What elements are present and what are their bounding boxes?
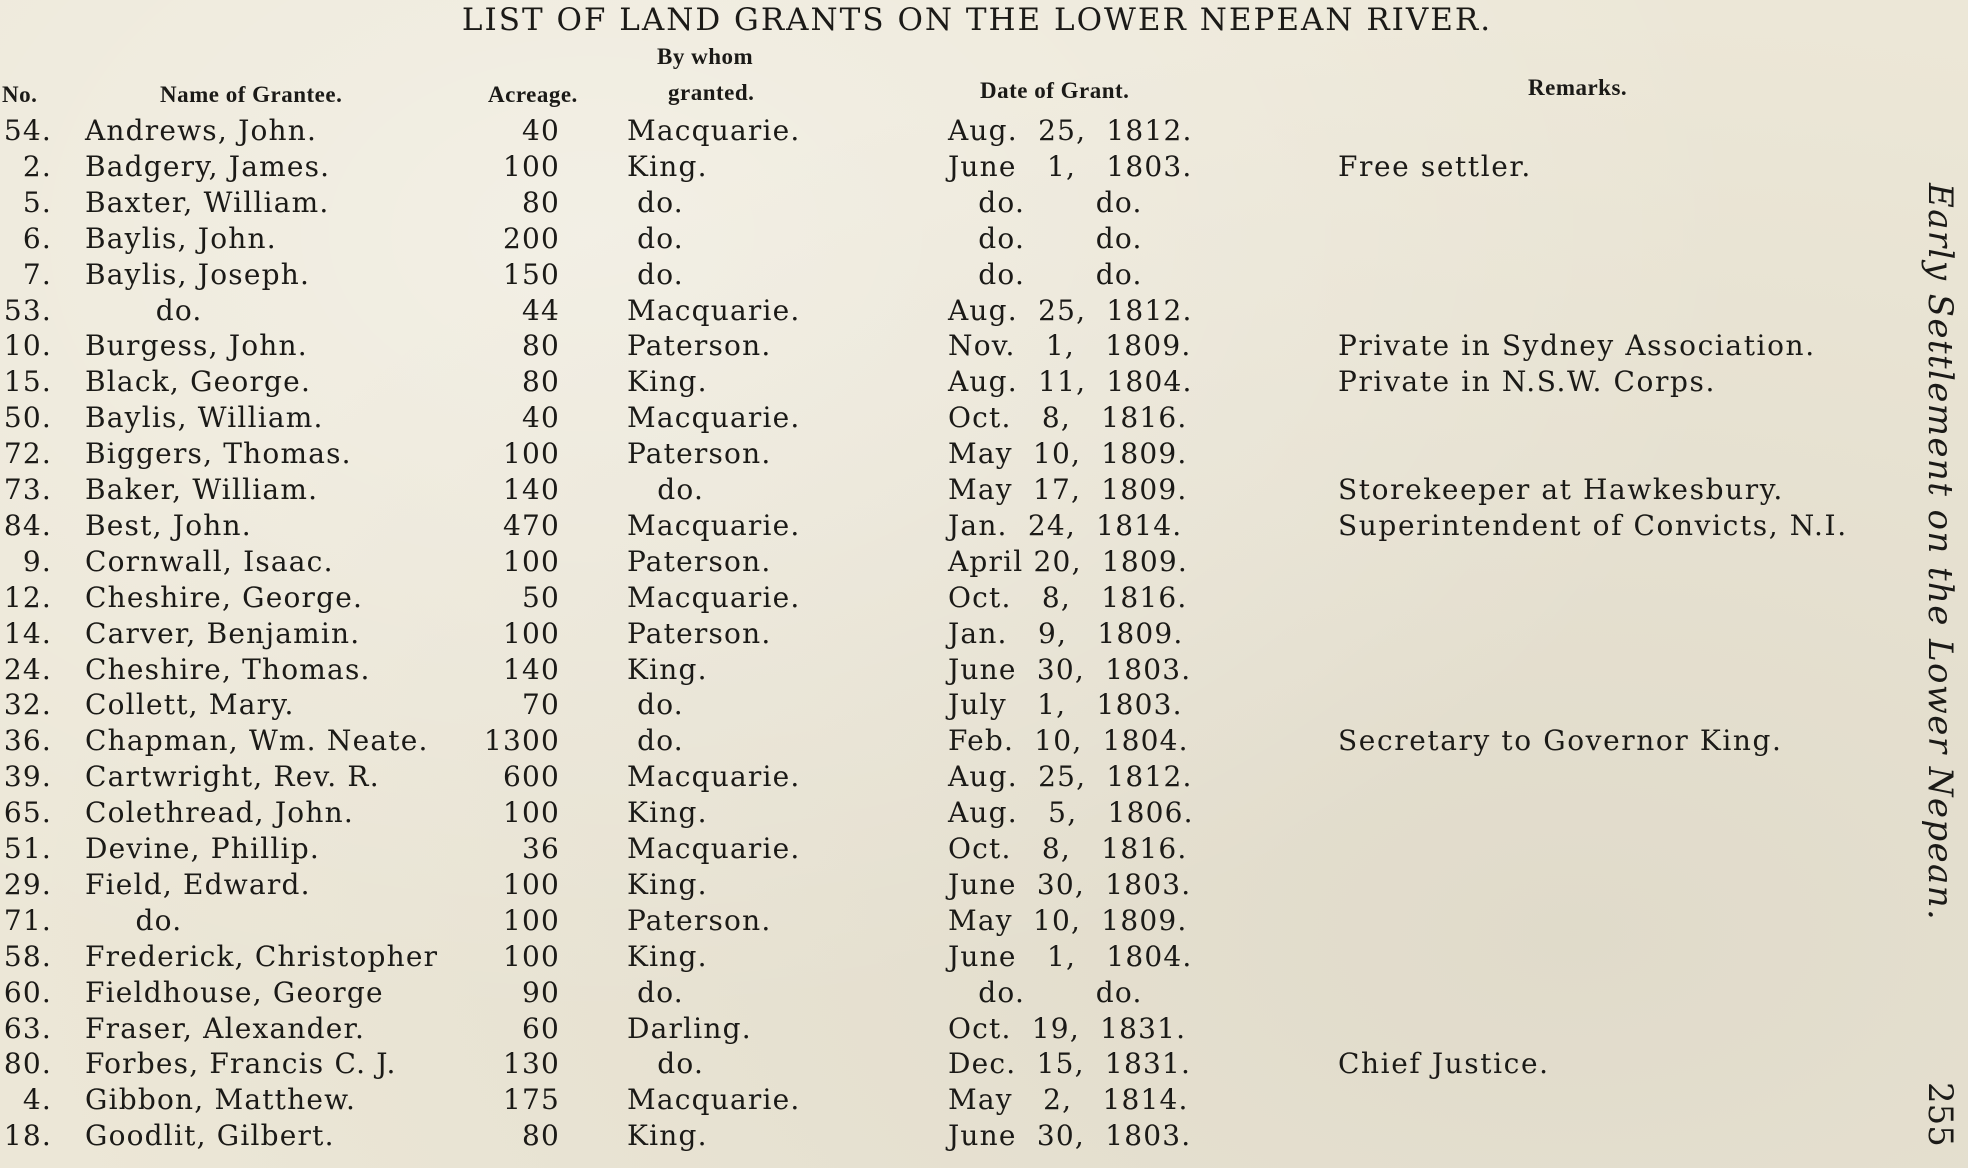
grantee-name: Cheshire, George. (85, 580, 364, 614)
grantee-name: Burgess, John. (85, 329, 308, 363)
grant-date: do. do. (948, 257, 1143, 291)
table-row (0, 329, 1900, 365)
grantee-name: Black, George. (85, 365, 312, 399)
granted-by: do. (627, 1047, 705, 1081)
granted-by: Paterson. (627, 616, 772, 650)
grant-date: Jan. 24, 1814. (948, 508, 1183, 542)
granted-by: Macquarie. (627, 760, 801, 794)
grantee-name: Collett, Mary. (85, 688, 295, 722)
table-row (0, 401, 1900, 437)
remarks-text: Storekeeper at Hawkesbury. (1338, 473, 1784, 506)
granted-by: do. (627, 473, 705, 506)
grant-date: Jan. 9, 1809. (948, 616, 1184, 650)
table-row (0, 545, 1900, 581)
table-row (0, 509, 1900, 545)
grant-date: June 30, 1803. (948, 867, 1192, 901)
remarks-text: Secretary to Governor King. (1338, 724, 1783, 758)
granted-by: Macquarie. (627, 401, 801, 435)
grantee-name: Carver, Benjamin. (85, 616, 361, 650)
grantee-name: Baker, William. (85, 473, 319, 506)
acreage-value: 36 (521, 832, 560, 865)
table-row (0, 365, 1900, 401)
granted-by: do. (627, 221, 684, 255)
acreage-value: 60 (521, 1011, 560, 1045)
grant-date: do. do. (948, 975, 1143, 1009)
header-date: Date of Grant. (980, 78, 1130, 103)
granted-by: Paterson. (627, 544, 772, 578)
grantee-name: Fieldhouse, George (85, 975, 384, 1009)
table-row (0, 1012, 1900, 1048)
grantee-name: Frederick, Christopher (85, 939, 439, 973)
acreage-value: 70 (521, 688, 560, 722)
table-row (0, 724, 1900, 760)
granted-by: do. (627, 975, 684, 1009)
grant-number: 65. (3, 796, 52, 830)
grant-number: 54. (3, 114, 52, 147)
table-row (0, 904, 1900, 940)
header-acreage: Acreage. (488, 82, 578, 107)
grant-number: 29. (3, 867, 52, 901)
acreage-value: 44 (521, 293, 560, 327)
grant-number: 53. (3, 293, 52, 327)
grantee-name: Best, John. (85, 508, 252, 542)
acreage-value: 200 (502, 221, 560, 255)
grant-number: 73. (3, 473, 52, 506)
grantee-name: Baylis, William. (85, 401, 324, 435)
remarks-text: Chief Justice. (1338, 1047, 1550, 1081)
acreage-value: 100 (502, 544, 560, 578)
grantee-name: Forbes, Francis C. J. (85, 1047, 397, 1081)
grantee-name: Baylis, John. (85, 221, 277, 255)
grant-date: Aug. 11, 1804. (948, 365, 1193, 399)
acreage-value: 100 (502, 939, 560, 973)
grantee-name: Field, Edward. (85, 867, 311, 901)
grant-number: 36. (3, 724, 52, 758)
grant-number: 60. (3, 975, 52, 1009)
grant-date: June 30, 1803. (948, 652, 1192, 686)
grantee-name: Cornwall, Isaac. (85, 544, 334, 578)
table-row (0, 1083, 1900, 1119)
grant-date: May 10, 1809. (948, 903, 1188, 937)
grantee-name: Andrews, John. (85, 114, 318, 147)
grantee-name: Badgery, James. (85, 149, 331, 183)
grant-number: 15. (3, 365, 52, 399)
grant-number: 7. (22, 257, 52, 291)
acreage-value: 140 (502, 652, 560, 686)
grant-number: 24. (3, 652, 52, 686)
granted-by: do. (627, 185, 684, 219)
grant-number: 12. (3, 580, 52, 614)
grant-date: Oct. 8, 1816. (948, 580, 1188, 614)
remarks-text: Private in Sydney Association. (1338, 329, 1816, 363)
grant-date: Oct. 8, 1816. (948, 401, 1188, 435)
grantee-name: Biggers, Thomas. (85, 437, 352, 471)
acreage-value: 40 (521, 114, 560, 147)
table-row (0, 868, 1900, 904)
grantee-name: Chapman, Wm. Neate. (85, 724, 429, 758)
table-row (0, 581, 1900, 617)
table-row (0, 114, 1900, 150)
granted-by: Darling. (627, 1011, 752, 1045)
granted-by: King. (627, 1119, 708, 1153)
grant-date: Feb. 10, 1804. (948, 724, 1189, 758)
grant-number: 6. (22, 221, 52, 255)
grant-number: 5. (22, 185, 52, 219)
grantee-name: Cartwright, Rev. R. (85, 760, 380, 794)
acreage-value: 150 (502, 257, 560, 291)
page-number: 255 (1920, 1082, 1960, 1147)
grant-date: May 2, 1814. (948, 1083, 1189, 1117)
table-row (0, 940, 1900, 976)
table-row (0, 222, 1900, 258)
table-row (0, 832, 1900, 868)
table-row (0, 437, 1900, 473)
acreage-value: 100 (502, 796, 560, 830)
grant-date: July 1, 1803. (948, 688, 1183, 722)
grant-number: 10. (3, 329, 52, 363)
grant-date: June 30, 1803. (948, 1119, 1192, 1153)
grantee-name: Goodlit, Gilbert. (85, 1119, 335, 1153)
grant-number: 32. (3, 688, 52, 722)
grant-date: May 10, 1809. (948, 437, 1188, 471)
grantee-name: do. (85, 903, 183, 937)
granted-by: do. (627, 724, 684, 758)
grant-date: do. do. (948, 221, 1143, 255)
granted-by: Macquarie. (627, 114, 801, 147)
grant-date: do. do. (948, 185, 1143, 219)
grantee-name: do. (85, 293, 203, 327)
acreage-value: 130 (502, 1047, 560, 1081)
granted-by: Paterson. (627, 329, 772, 363)
granted-by: Paterson. (627, 437, 772, 471)
grantee-name: Baxter, William. (85, 185, 330, 219)
acreage-value: 100 (502, 149, 560, 183)
grant-date: Aug. 25, 1812. (948, 293, 1193, 327)
page-title: LIST OF LAND GRANTS ON THE LOWER NEPEAN RIVER. (461, 2, 1493, 38)
table-row (0, 617, 1900, 653)
table-row (0, 1119, 1900, 1155)
acreage-value: 100 (502, 867, 560, 901)
acreage-value: 175 (502, 1083, 560, 1117)
acreage-value: 100 (502, 903, 560, 937)
grant-date: June 1, 1803. (948, 149, 1193, 183)
header-by-whom: By whom (657, 44, 754, 69)
header-remarks: Remarks. (1528, 75, 1628, 100)
granted-by: King. (627, 149, 708, 183)
table-row (0, 760, 1900, 796)
table-row (0, 976, 1900, 1012)
grant-number: 71. (3, 903, 52, 937)
grantee-name: Devine, Phillip. (85, 832, 320, 865)
table-row (0, 796, 1900, 832)
granted-by: Macquarie. (627, 508, 801, 542)
header-no: No. (2, 82, 38, 107)
table-row (0, 473, 1900, 509)
grant-number: 80. (3, 1047, 52, 1081)
granted-by: Macquarie. (627, 293, 801, 327)
grant-number: 63. (3, 1011, 52, 1045)
grantee-name: Gibbon, Matthew. (85, 1083, 357, 1117)
grant-date: Aug. 5, 1806. (948, 796, 1194, 830)
table-row (0, 186, 1900, 222)
acreage-value: 50 (521, 580, 560, 614)
acreage-value: 1300 (483, 724, 560, 758)
remarks-text: Free settler. (1338, 149, 1532, 183)
acreage-value: 80 (521, 365, 560, 399)
grant-number: 84. (3, 508, 52, 542)
grant-number: 58. (3, 939, 52, 973)
grantee-name: Fraser, Alexander. (85, 1011, 366, 1045)
grant-date: April 20, 1809. (948, 544, 1189, 578)
table-row (0, 294, 1900, 330)
acreage-value: 40 (521, 401, 560, 435)
granted-by: do. (627, 688, 684, 722)
granted-by: Macquarie. (627, 832, 801, 865)
table-row (0, 688, 1900, 724)
grant-date: Nov. 1, 1809. (948, 329, 1192, 363)
grant-number: 4. (22, 1083, 52, 1117)
table-row (0, 150, 1900, 186)
grant-number: 14. (3, 616, 52, 650)
acreage-value: 600 (502, 760, 560, 794)
granted-by: King. (627, 939, 708, 973)
granted-by: King. (627, 796, 708, 830)
header-granted: granted. (668, 80, 755, 105)
acreage-value: 80 (521, 329, 560, 363)
running-head: Early Settlement on the Lower Nepean. (1920, 183, 1960, 922)
grant-date: Aug. 25, 1812. (948, 114, 1193, 147)
grant-date: Oct. 8, 1816. (948, 832, 1188, 865)
grant-number: 72. (3, 437, 52, 471)
acreage-value: 80 (521, 1119, 560, 1153)
acreage-value: 80 (521, 185, 560, 219)
grantee-name: Colethread, John. (85, 796, 354, 830)
granted-by: Macquarie. (627, 580, 801, 614)
grant-number: 39. (3, 760, 52, 794)
remarks-text: Superintendent of Convicts, N.I. (1338, 508, 1848, 542)
acreage-value: 100 (502, 616, 560, 650)
grant-date: June 1, 1804. (948, 939, 1193, 973)
granted-by: King. (627, 365, 708, 399)
grantee-name: Cheshire, Thomas. (85, 652, 371, 686)
acreage-value: 100 (502, 437, 560, 471)
acreage-value: 470 (502, 508, 560, 542)
acreage-value: 90 (521, 975, 560, 1009)
grant-number: 9. (22, 544, 52, 578)
grantee-name: Baylis, Joseph. (85, 257, 311, 291)
grant-number: 51. (3, 832, 52, 865)
remarks-text: Private in N.S.W. Corps. (1338, 365, 1716, 399)
granted-by: do. (627, 257, 684, 291)
table-row (0, 258, 1900, 294)
granted-by: Paterson. (627, 903, 772, 937)
granted-by: King. (627, 867, 708, 901)
grant-date: Aug. 25, 1812. (948, 760, 1193, 794)
grant-date: May 17, 1809. (948, 473, 1188, 506)
table-row (0, 653, 1900, 689)
grant-number: 50. (3, 401, 52, 435)
grant-number: 18. (3, 1119, 52, 1153)
granted-by: King. (627, 652, 708, 686)
header-name: Name of Grantee. (160, 82, 343, 107)
grant-date: Oct. 19, 1831. (948, 1011, 1187, 1045)
table-row (0, 1047, 1900, 1083)
granted-by: Macquarie. (627, 1083, 801, 1117)
acreage-value: 140 (502, 473, 560, 506)
grant-number: 2. (22, 149, 52, 183)
grant-date: Dec. 15, 1831. (948, 1047, 1192, 1081)
